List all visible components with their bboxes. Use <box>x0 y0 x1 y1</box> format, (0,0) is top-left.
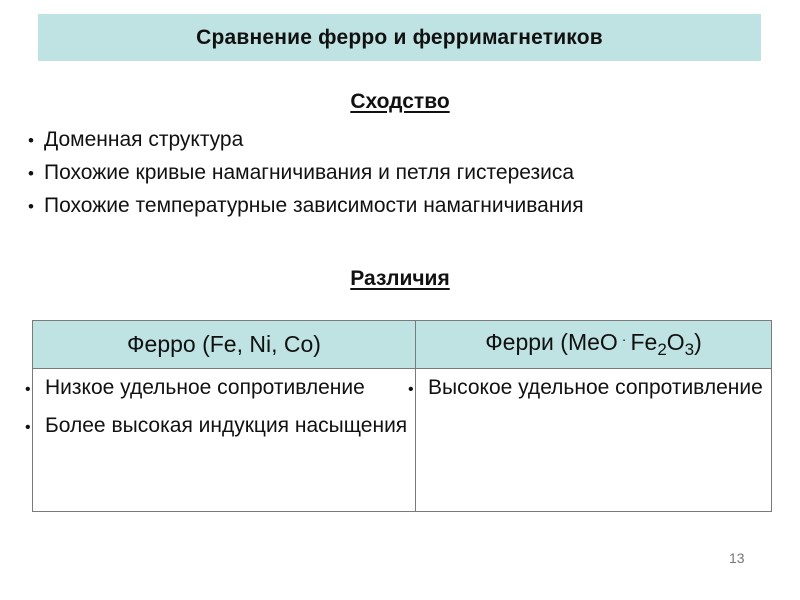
cell-item <box>408 373 765 405</box>
list-item-text: Похожие температурные зависимости намагничивания <box>44 194 584 217</box>
cell-item <box>25 411 409 443</box>
list-item-text: Похожие кривые намагничивания и петля гистерезиса <box>44 161 575 184</box>
ferri-column-header <box>416 321 772 369</box>
bullet-icon: • <box>28 131 34 150</box>
ferri-header-text: Ферри (MeO <box>485 329 618 355</box>
ferri-formula-sub-2: 2 <box>657 340 667 359</box>
ferri-cell <box>408 369 772 512</box>
slide-title: Сравнение ферро и ферримагнетиков <box>196 25 603 49</box>
table-row <box>33 369 772 512</box>
ferri-header-close: ) <box>694 329 702 355</box>
list-item-text: Доменная структура <box>44 128 244 151</box>
bullet-icon: • <box>25 381 31 398</box>
table-header-row <box>33 321 772 369</box>
ferri-formula-o: O <box>666 329 685 355</box>
list-item <box>28 157 584 190</box>
bullet-icon: • <box>28 197 34 216</box>
differences-heading: Различия <box>350 267 450 290</box>
cell-item-text: Более высокая индукция насыщения <box>45 414 408 437</box>
bullet-icon: • <box>28 164 34 183</box>
ferro-cell <box>25 369 416 512</box>
similarity-heading: Сходство <box>350 90 450 113</box>
ferri-formula-fe: Fe <box>630 329 658 355</box>
cell-item-text: Низкое удельное сопротивление <box>45 376 365 399</box>
title-bar <box>38 14 761 61</box>
ferro-column-header: Ферро (Fe, Ni, Co) <box>33 321 416 369</box>
similarity-list <box>28 124 584 223</box>
list-item <box>28 190 584 223</box>
bullet-icon: • <box>408 381 414 398</box>
cell-item-text: Высокое удельное сопротивление <box>428 376 763 399</box>
middle-dot: · <box>621 331 627 347</box>
page-number: 13 <box>729 550 745 566</box>
cell-item <box>25 373 409 405</box>
ferri-formula-sub-3: 3 <box>684 340 695 359</box>
comparison-table <box>25 320 772 512</box>
bullet-icon: • <box>25 419 31 436</box>
list-item <box>28 124 584 157</box>
